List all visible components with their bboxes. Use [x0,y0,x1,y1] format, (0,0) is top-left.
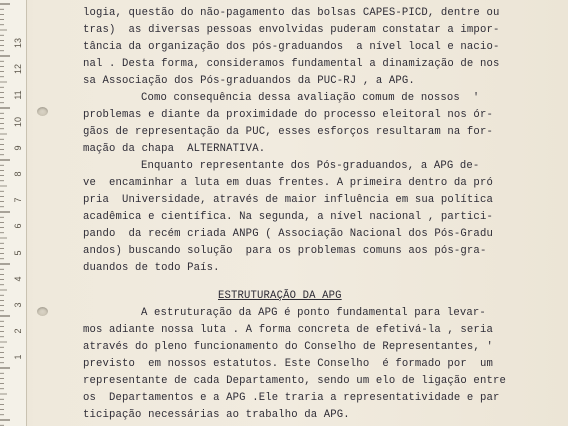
ruler-number: 6 [13,223,23,229]
ruler-number: 13 [13,38,23,49]
text-line: sa Associação dos Pós-graduandos da PUC-RJ , a APG. [83,75,415,87]
text-line: acadêmica e científica. Na segunda, a nível nacional , partici- [83,211,493,223]
text-line: A estruturação da APG é ponto fundamental para levar- [141,307,486,319]
ruler-number: 12 [13,64,23,75]
ruler-number: 1 [13,354,23,360]
text-line: Como consequência dessa avaliação comum de nossos ' [141,92,480,104]
text-line: mos adiante nossa luta . A forma concreta de efetivá-la , seria [83,324,493,336]
ruler-number: 3 [13,302,23,308]
ruler-number: 8 [13,171,23,177]
ruler-number: 2 [13,328,23,334]
ruler-number: 9 [13,145,23,151]
ruler [0,0,27,426]
text-line: os Departamentos e a APG .Ele traria a representatividade e par [83,392,500,404]
ruler-number: 10 [13,116,23,127]
text-line: problemas e diante da proximidade do processo eleitoral nos ór- [83,109,493,121]
section-heading: ESTRUTURAÇÃO DA APG [218,290,342,302]
text-line: Enquanto representante dos Pós-graduandos, a APG de- [141,160,480,172]
text-line: nal . Desta forma, consideramos fundamental a dinamização de nos [83,58,500,70]
text-line: ve encaminhar a luta em duas frentes. A primeira dentro da pró [83,177,493,189]
text-line: ticipação necessárias ao trabalho da APG. [83,409,350,421]
punch-hole-top [37,107,48,116]
text-line: logia, questão do não-pagamento das bolsas CAPES-PICD, dentre ou [83,7,500,19]
text-line: através do pleno funcionamento do Conselho de Representantes, ' [83,341,493,353]
text-line: tras) as diversas pessoas envolvidas puderam constatar a impor- [83,24,500,36]
text-line: pando da recém criada ANPG ( Associação Nacional dos Pós-Gradu [83,228,493,240]
punch-hole-bottom [37,307,48,316]
text-line: previsto em nossos estatutos. Este Conselho é formado por um [83,358,493,370]
text-line: representante de cada Departamento, sendo um elo de ligação entre [83,375,506,387]
ruler-number: 5 [13,250,23,256]
text-line: mação da chapa ALTERNATIVA. [83,143,266,155]
ruler-number: 11 [13,90,23,101]
text-line: duandos de todo País. [83,262,220,274]
text-line: tância da organização dos pós-graduandos a nível local e nacio- [83,41,500,53]
ruler-number: 4 [13,276,23,282]
text-line: gãos de representação da PUC, esses esforços resultaram na for- [83,126,493,138]
text-line: pria Universidade, através de maior influência em sua política [83,194,493,206]
text-line: andos) buscando solução para os problemas comuns aos pós-gra- [83,245,487,257]
ruler-number: 7 [13,197,23,203]
